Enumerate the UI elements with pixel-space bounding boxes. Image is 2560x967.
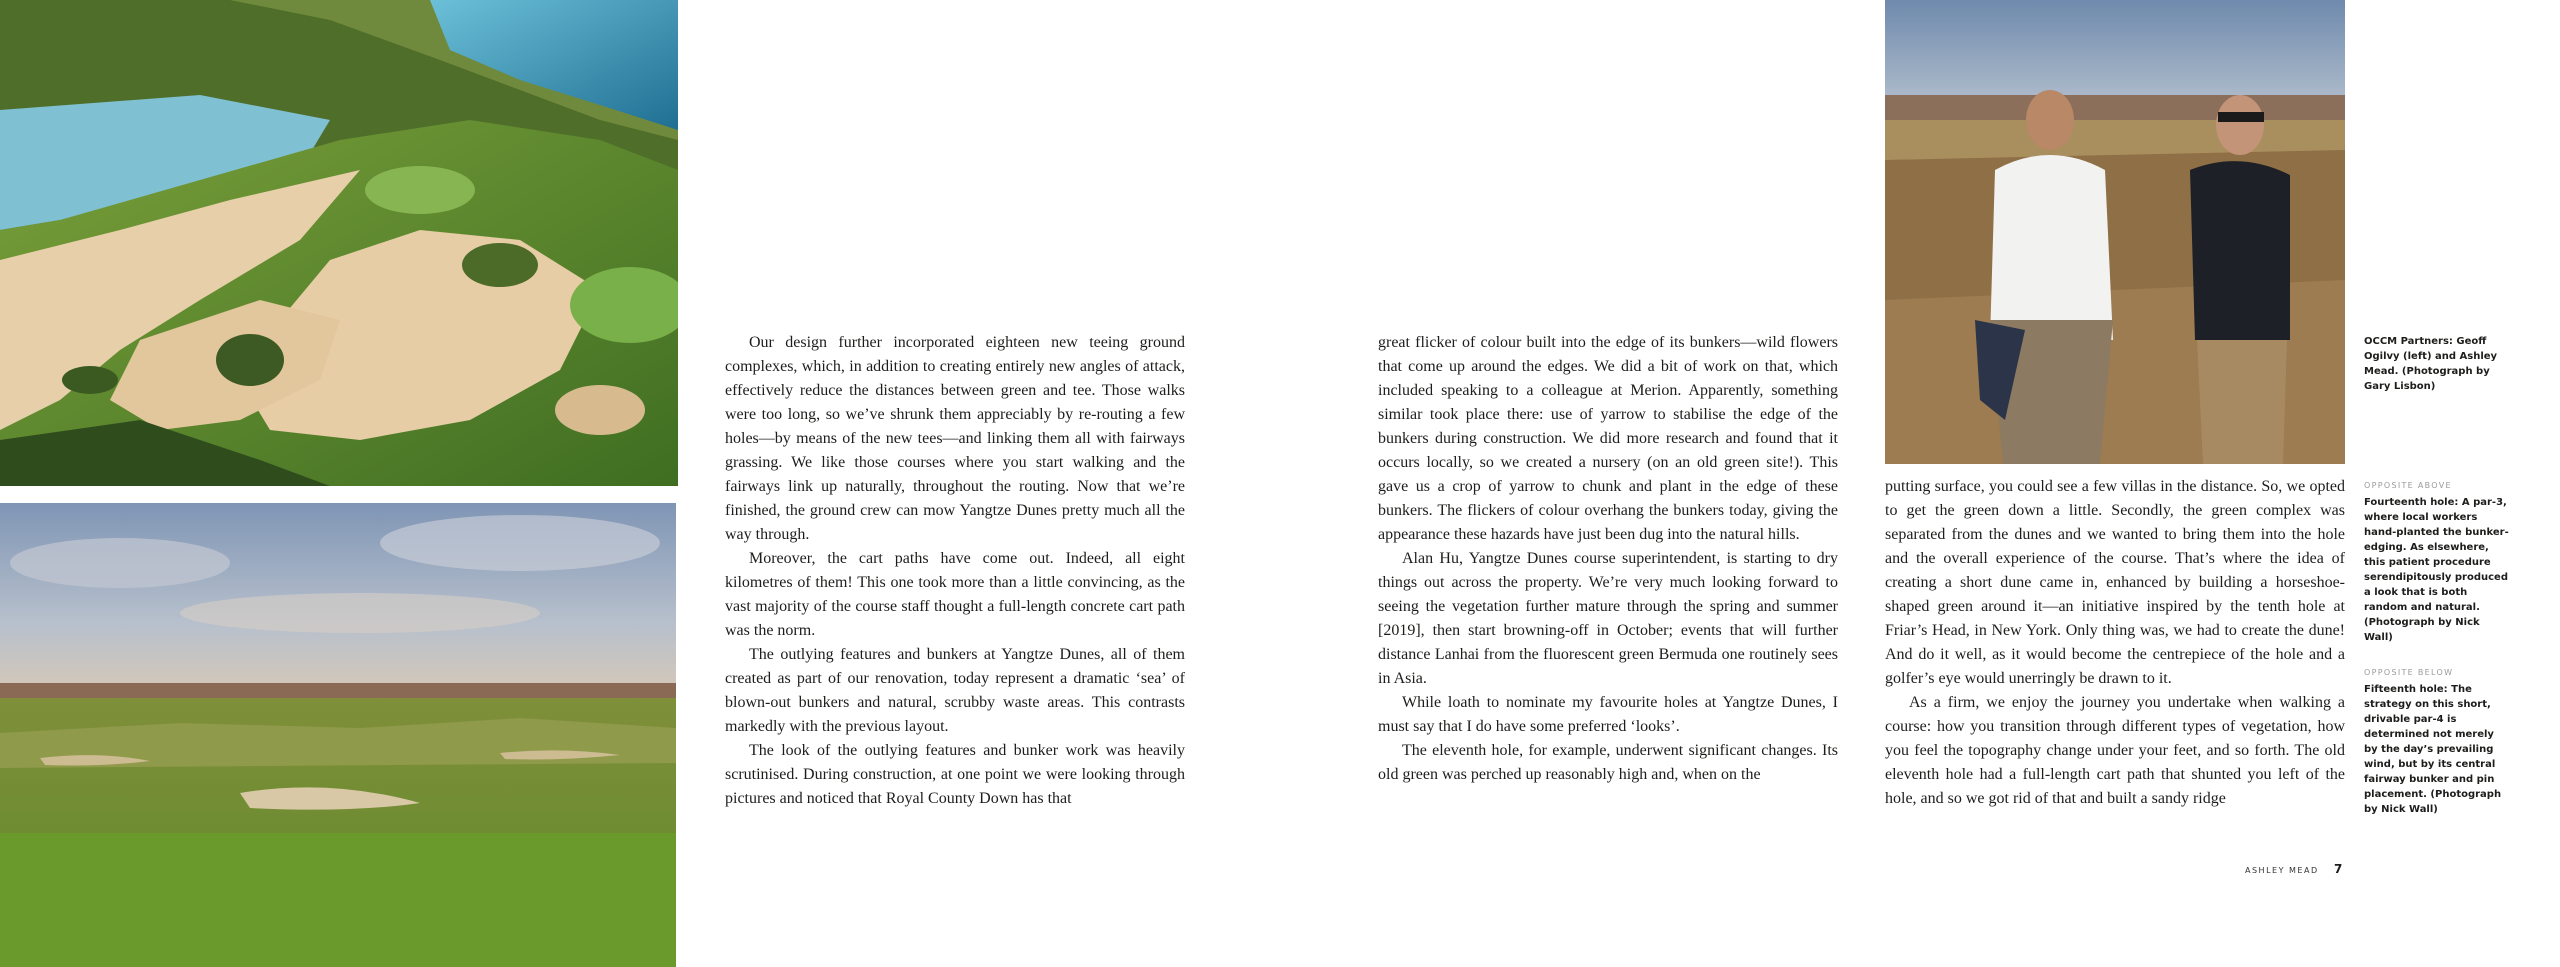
caption-text: Fifteenth hole: The strategy on this short, drivable par-4 is determined not merely by the day’s prevailing wind, but by its central fairway bunker and pin placement. (Photograph by Nick Wall): [2364, 684, 2502, 815]
body-paragraph: Our design further incorporated eighteen new teeing ground complexes, which, in addition to creating entirely new angles of attack, effectively reduce the distances between green and tee. Those walks were too long, so we’ve shrunk them appreciably by re-routing a few holes—by means of the new tees—and linking them all with fairways grassing. We like those courses where you start walking and the fairways link up naturally, throughout the routing. Now that we’re finished, the ground crew can mow Yangtze Dunes pretty much all the way through.: [725, 334, 1185, 543]
page-number: 7: [2334, 862, 2343, 876]
caption-opposite-below: [2364, 665, 2509, 817]
body-column-3: [1885, 475, 2345, 811]
body-column-1: [725, 331, 1185, 811]
caption-text: OCCM Partners: Geoff Ogilvy (left) and Ashley Mead. (Photograph by Gary Lisbon): [2364, 336, 2498, 392]
partners-portrait-photo: [1885, 0, 2345, 464]
fairway-landscape-photo: [0, 503, 676, 967]
body-paragraph: putting surface, you could see a few villas in the distance. So, we opted to get the green down a little. Secondly, the green complex was separated from the dunes and we wanted to bring them into the hole and the overall experience of the course. That’s where the idea of creating a short dune came in, enhanced by building a horseshoe-shaped green around it—an initiative inspired by the tenth hole at Friar’s Head, in New York. Only thing was, we had to create the dune! And do it well, as it would become the centrepiece of the hole and a golfer’s eye would unerringly be drawn to it.: [1885, 478, 2345, 687]
caption-kicker: OPPOSITE BELOW: [2364, 668, 2454, 677]
body-paragraph: While loath to nominate my favourite holes at Yangtze Dunes, I must say that I do have some preferred ‘looks’.: [1378, 694, 1838, 735]
body-paragraph: The look of the outlying features and bunker work was heavily scrutinised. During construction, at one point we were looking through pictures and noticed that Royal County Down has that: [725, 742, 1185, 807]
body-column-2: [1378, 331, 1838, 787]
aerial-golf-hole-photo: [0, 0, 678, 486]
body-paragraph: Alan Hu, Yangtze Dunes course superintendent, is starting to dry things out across the property. We’re very much looking forward to seeing the vegetation further mature through the spring and summer [2019], then start browning-off in October; events that will further distance Lanhai from the fluorescent green Bermuda one routinely sees in Asia.: [1378, 550, 1838, 687]
body-paragraph: great flicker of colour built into the edge of its bunkers—wild flowers that come up around the edges. We did a bit of work on that, which included speaking to a colleague at Merion. Apparently, something similar took place there: use of yarrow to stabilise the edge of the bunkers during construction. We did more research and found that it occurs locally, so we created a nursery (on an old green site!). This gave us a crop of yarrow to chunk and plant in the edge of these bunkers. The flickers of colour overhang the bunkers today, giving the appearance these hazards have just been dug into the natural hills.: [1378, 334, 1838, 543]
caption-opposite-above: [2364, 478, 2509, 645]
running-footer-author: ASHLEY MEAD: [2245, 866, 2319, 875]
body-paragraph: The outlying features and bunkers at Yangtze Dunes, all of them created as part of our renovation, today represent a dramatic ‘sea’ of blown-out bunkers and natural, scrubby waste areas. This contrasts markedly with the previous layout.: [725, 646, 1185, 735]
caption-text: Fourteenth hole: A par-3, where local workers hand-planted the bunker-edging. As elsewhere, this patient procedure serendipitously produced a look that is both random and natural. (Photograph by Nick Wall): [2364, 497, 2509, 643]
caption-kicker: OPPOSITE ABOVE: [2364, 481, 2452, 490]
body-paragraph: As a firm, we enjoy the journey you undertake when walking a course: how you transition through different types of vegetation, how you feel the topography change under your feet, and so forth. The old eleventh hole had a full-length cart path that shunted you left of the hole, and so we got rid of that and built a sandy ridge: [1885, 694, 2345, 807]
body-paragraph: Moreover, the cart paths have come out. Indeed, all eight kilometres of them! This one took more than a little convincing, as the vast majority of the course staff thought a full-length concrete cart path was the norm.: [725, 550, 1185, 639]
caption-partners: [2364, 334, 2509, 394]
body-paragraph: The eleventh hole, for example, underwent significant changes. Its old green was perched up reasonably high and, when on the: [1378, 742, 1838, 783]
